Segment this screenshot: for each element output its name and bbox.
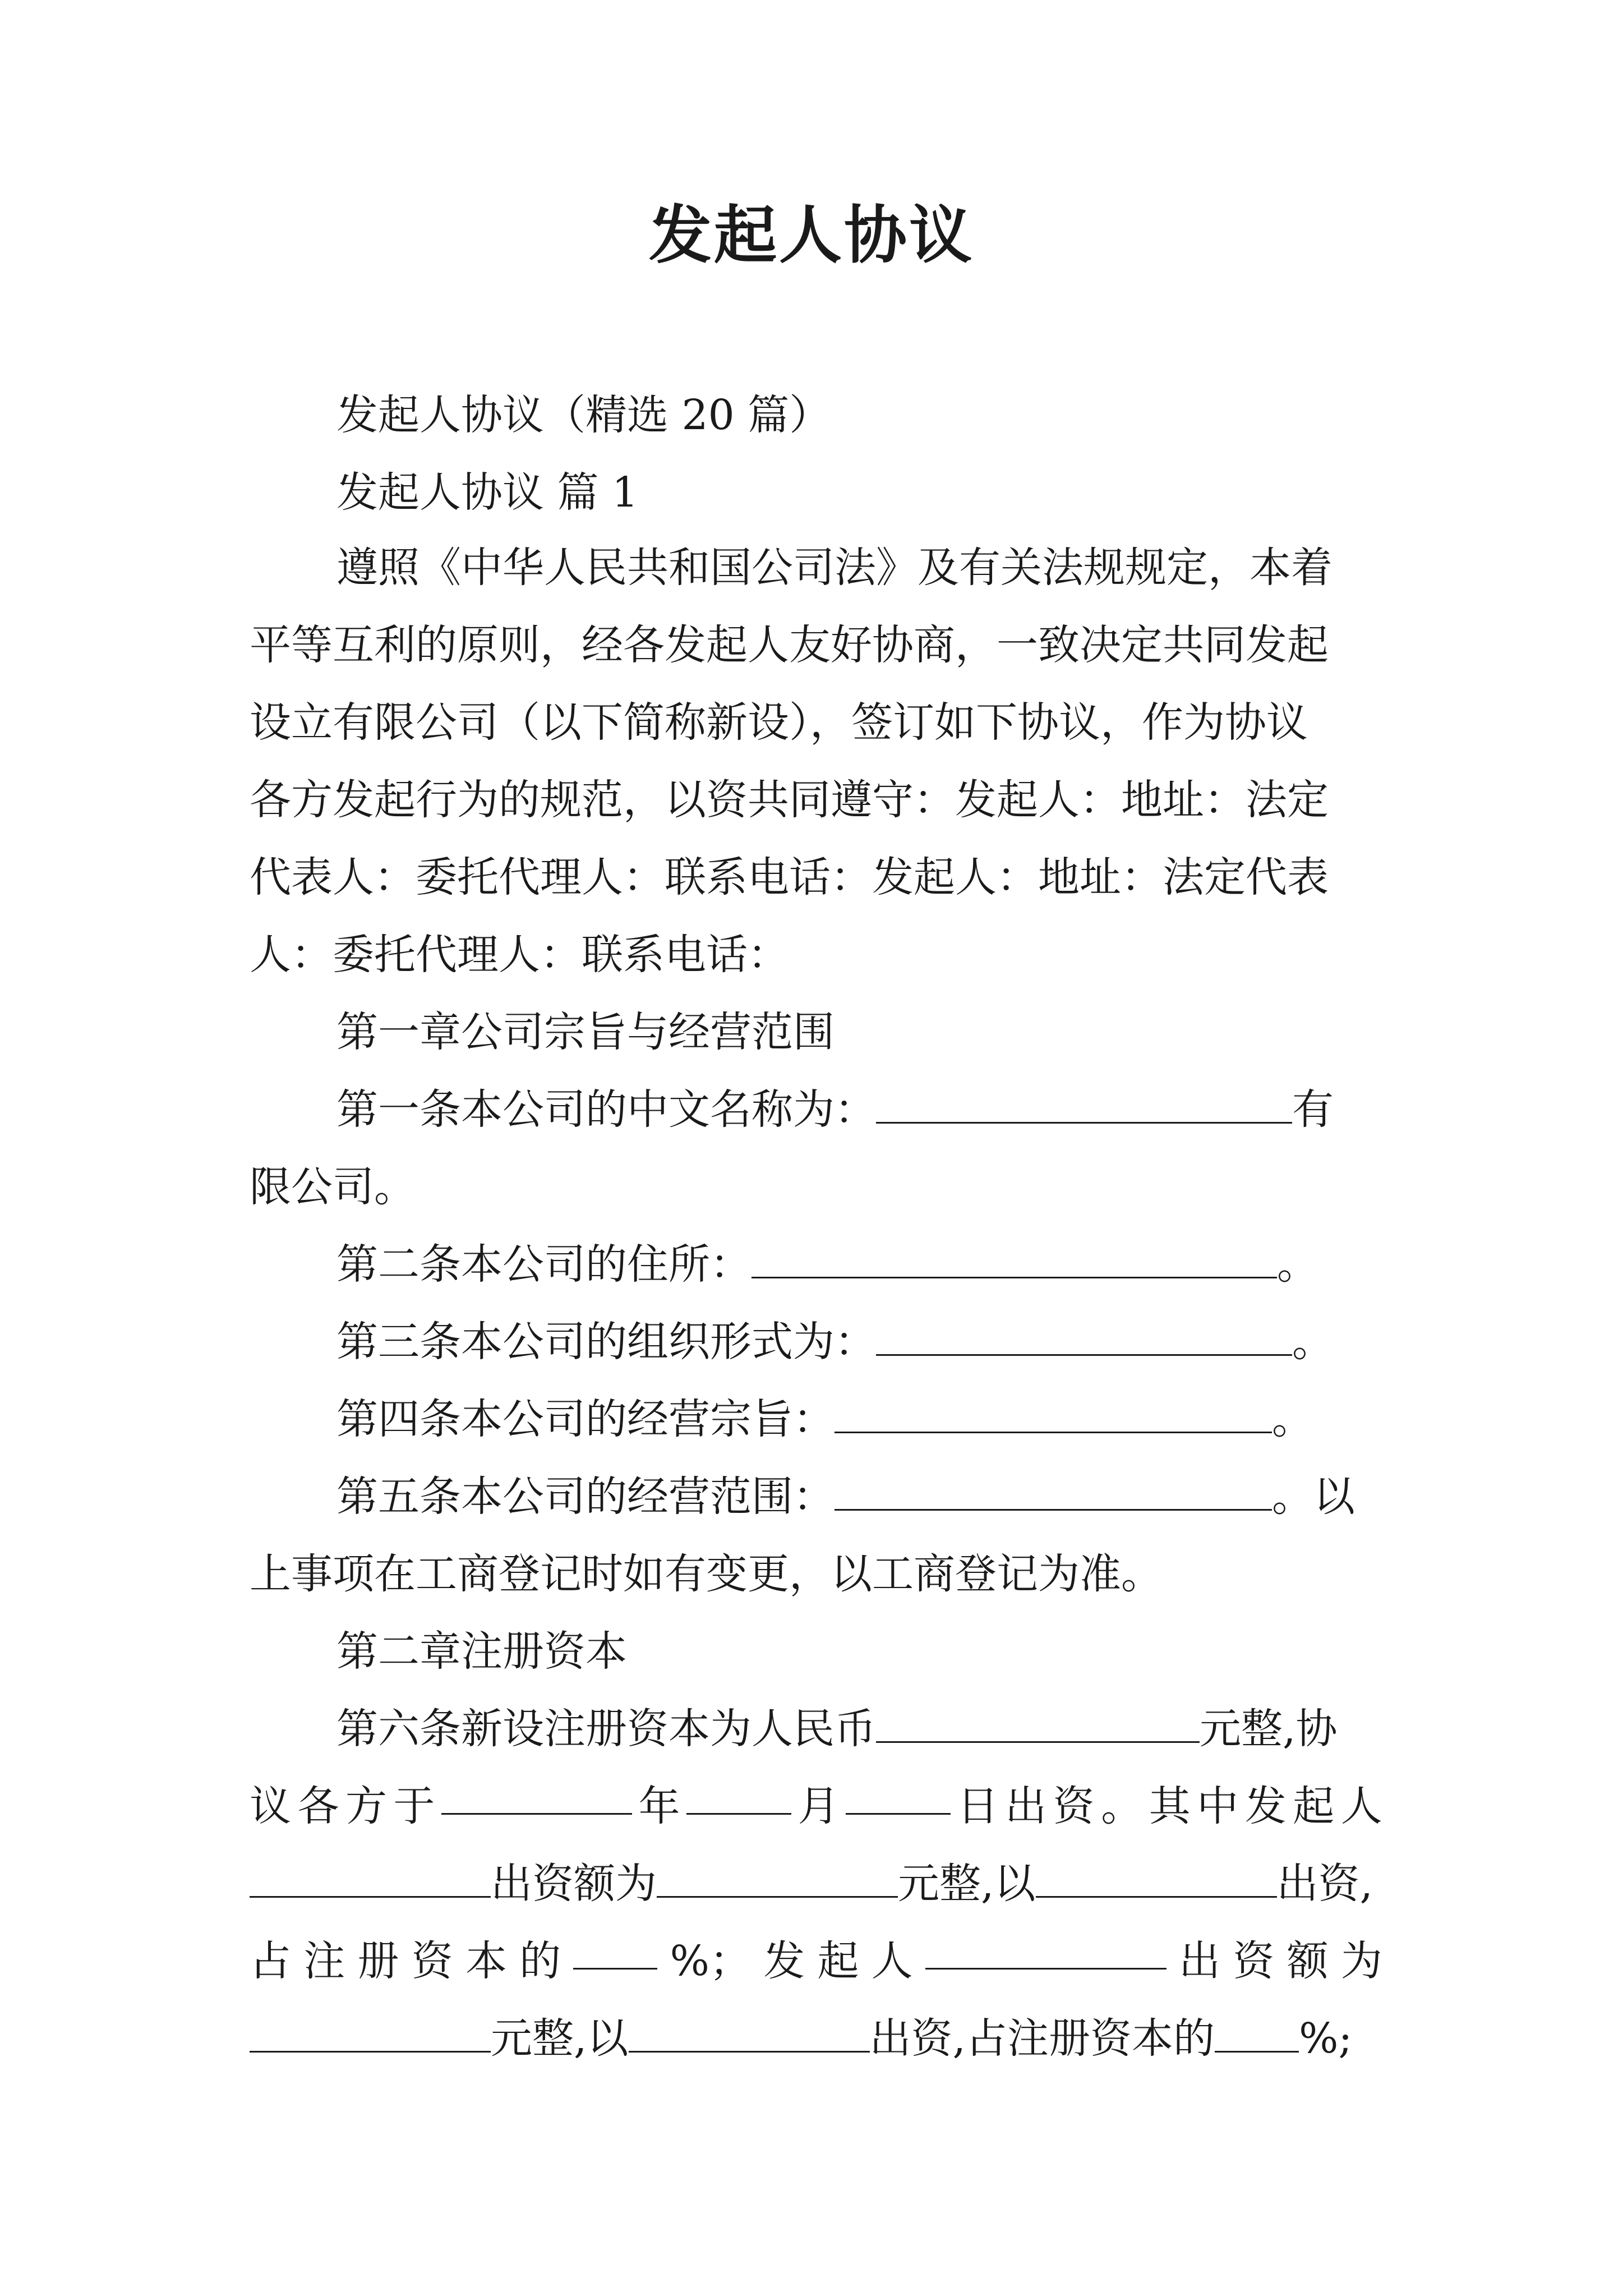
document-title: 发起人协议 [649, 199, 974, 272]
blank-founder-2 [925, 1933, 1166, 1970]
blank-company-name [876, 1087, 1292, 1124]
blank-amount-2 [250, 2016, 491, 2053]
blank-day [846, 1778, 951, 1815]
chapter-1-heading: 第一章公司宗旨与经营范围 [336, 1008, 834, 1056]
article-5: 第五条本公司的经营范围： 。以 [336, 1473, 1355, 1521]
intro-line-4: 各方发起行为的规范，以资共同遵守：发起人：地址：法定 [250, 776, 1329, 824]
intro-line-1: 遵照《中华人民共和国公司法》及有关法规规定，本着 [336, 544, 1332, 592]
blank-address [751, 1242, 1277, 1278]
blank-method-1 [1036, 1861, 1277, 1898]
article-1-cont: 限公司。 [250, 1163, 416, 1211]
intro-line-5: 代表人：委托代理人：联系电话：发起人：地址：法定代表 [250, 853, 1329, 901]
article-1: 第一条本公司的中文名称为： 有 [336, 1085, 1334, 1134]
chapter-2-heading: 第二章注册资本 [336, 1627, 627, 1676]
blank-business-scope [834, 1474, 1272, 1511]
intro-line-3: 设立有限公司（以下简称新设），签订如下协议，作为协议 [250, 698, 1308, 747]
intro-line-2: 平等互利的原则，经各发起人友好协商，一致决定共同发起 [250, 621, 1329, 669]
article-3: 第三条本公司的组织形式为： 。 [336, 1318, 1334, 1366]
intro-line-6: 人：委托代理人：联系电话： [250, 931, 789, 979]
section-heading: 发起人协议 篇 1 [336, 468, 639, 517]
blank-year [441, 1778, 632, 1815]
article-6-line-5: 元整,以 出资,占注册资本的 %; [250, 2010, 1382, 2067]
blank-business-purpose [834, 1397, 1272, 1433]
blank-founder-1 [250, 1861, 491, 1898]
article-6-line-2: 议 各 方 于 年 月 日 出 资 。 其 中 发 起 人 [250, 1778, 1382, 1834]
article-2: 第二条本公司的住所： 。 [336, 1240, 1318, 1289]
article-5-cont: 上事项在工商登记时如有变更，以工商登记为准。 [250, 1550, 1163, 1598]
blank-month [686, 1778, 791, 1815]
article-6-line-4: 占 注 册 资 本 的 %； 发 起 人 出 资 额 为 [250, 1933, 1382, 1989]
blank-method-2 [629, 2016, 870, 2053]
article-6-line-3: 出资额为 元整,以 出资, [250, 1856, 1382, 1912]
blank-org-form [876, 1319, 1292, 1356]
blank-registered-capital [876, 1706, 1200, 1743]
blank-amount-1 [657, 1861, 898, 1898]
article-4: 第四条本公司的经营宗旨： 。 [336, 1395, 1313, 1443]
article-6-line-1: 第六条新设注册资本为人民币 元整,协 [336, 1705, 1338, 1753]
blank-percent-2 [1215, 2016, 1299, 2053]
document-subtitle: 发起人协议（精选 20 篇） [336, 391, 831, 439]
blank-percent-1 [573, 1933, 657, 1970]
